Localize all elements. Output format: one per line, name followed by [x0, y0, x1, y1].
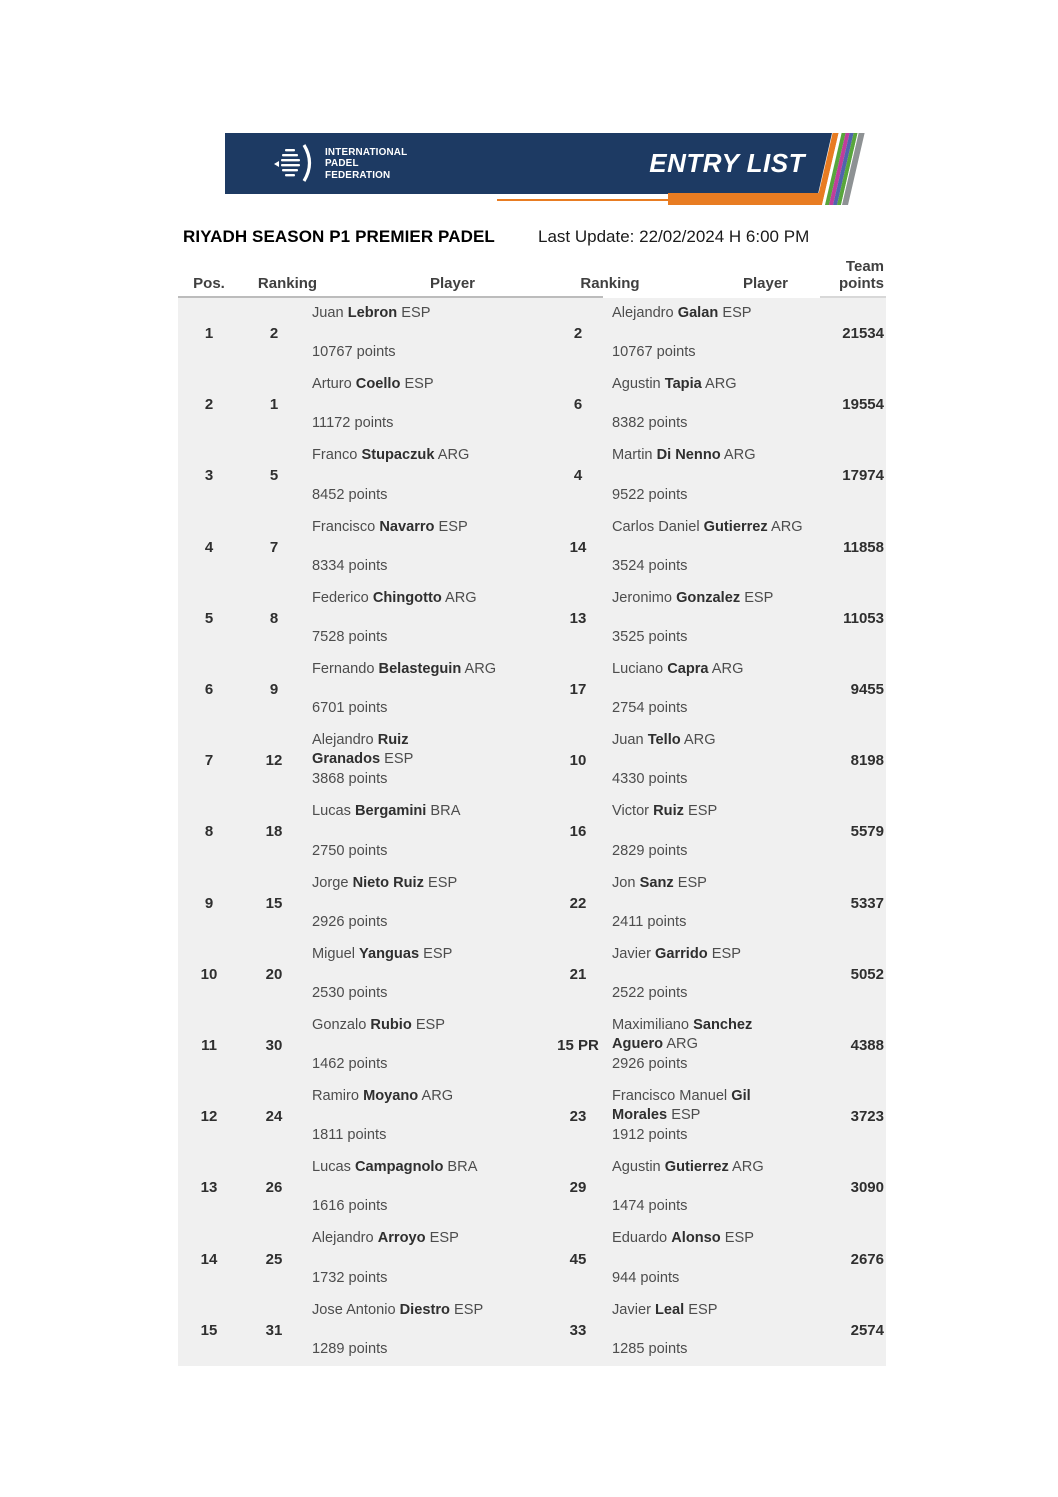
player-cell-2 — [608, 868, 820, 939]
player-points-1: 3868 points — [312, 771, 388, 788]
player-name-1: Gonzalo Rubio ESP — [312, 1016, 446, 1033]
ranking-cell-2: 17 — [569, 681, 587, 699]
ranking-cell-2: 15 PR — [557, 1036, 599, 1054]
table-header — [178, 248, 886, 296]
player-name-1: Alejandro Arroyo ESP — [312, 1230, 459, 1247]
ranking-cell-2: 16 — [569, 823, 587, 841]
player-points-1: 10767 points — [312, 344, 396, 361]
player-name-2: Victor Ruiz ESP — [612, 803, 718, 820]
player-points-1: 1732 points — [312, 1269, 388, 1286]
player-cell-2 — [608, 796, 820, 867]
ranking-cell-1: 24 — [265, 1108, 283, 1126]
player-points-2: 2522 points — [612, 984, 688, 1001]
player-points-2: 2926 points — [612, 1056, 688, 1073]
ipf-logo-line2: PADEL — [325, 157, 359, 170]
ranking-cell-2: 45 — [569, 1250, 587, 1268]
player-points-1: 8452 points — [312, 486, 388, 503]
player-points-2: 2411 points — [612, 913, 687, 930]
table-row — [178, 1010, 886, 1081]
ranking-cell-1: 25 — [265, 1250, 283, 1268]
ipf-logo-text — [325, 147, 407, 182]
player-name-1: Jorge Nieto Ruiz ESP — [312, 874, 458, 891]
last-update-text: Last Update: 22/02/2024 H 6:00 PM — [538, 227, 810, 246]
player-name-2: Agustin Gutierrez ARG — [612, 1159, 764, 1176]
col-header-player-1: Player — [429, 275, 476, 292]
player-name-2: Martin Di Nenno ARG — [612, 447, 756, 464]
table-row — [178, 939, 886, 1010]
team-points-cell: 5579 — [850, 823, 884, 841]
player-cell-1 — [308, 725, 548, 796]
team-points-cell: 9455 — [850, 681, 884, 699]
ipf-ball-icon — [272, 144, 318, 184]
team-points-cell: 17974 — [842, 467, 884, 485]
team-points-cell: 2676 — [850, 1250, 884, 1268]
ranking-cell-2: 29 — [569, 1179, 587, 1197]
table-row — [178, 1081, 886, 1152]
table-row — [178, 796, 886, 867]
entry-list-label: ENTRY LIST — [649, 148, 805, 178]
position-cell: 6 — [204, 681, 214, 699]
player-points-2: 1285 points — [612, 1340, 688, 1357]
player-points-1: 1616 points — [312, 1198, 388, 1215]
player-name-2: Carlos Daniel Gutierrez ARG — [612, 518, 803, 535]
position-cell: 3 — [204, 467, 214, 485]
position-cell: 13 — [200, 1179, 218, 1197]
player-cell-1 — [308, 1295, 548, 1366]
team-points-cell: 8198 — [850, 752, 884, 770]
player-name-1: Fernando Belasteguin ARG — [312, 660, 497, 677]
team-points-cell: 5052 — [850, 965, 884, 983]
team-points-cell: 5337 — [850, 894, 884, 912]
position-cell: 8 — [204, 823, 214, 841]
player-name-1: Federico Chingotto ARG — [312, 589, 477, 606]
position-cell: 5 — [204, 609, 214, 627]
position-cell: 9 — [204, 894, 214, 912]
ranking-cell-1: 9 — [269, 681, 279, 699]
ranking-cell-1: 20 — [265, 965, 283, 983]
team-points-cell: 19554 — [842, 396, 884, 414]
ranking-cell-2: 14 — [569, 538, 587, 556]
team-points-cell: 3090 — [850, 1179, 884, 1197]
table-row — [178, 298, 886, 369]
ranking-cell-1: 8 — [269, 609, 279, 627]
player-cell-1 — [308, 1081, 548, 1152]
player-name-2: Javier Leal ESP — [612, 1301, 718, 1318]
player-points-2: 2829 points — [612, 842, 688, 859]
player-cell-2 — [608, 1295, 820, 1366]
player-cell-2 — [608, 654, 820, 725]
player-points-2: 1912 points — [612, 1127, 688, 1144]
col-header-ranking-2: Ranking — [580, 275, 640, 292]
player-name-1: Miguel Yanguas ESP — [312, 945, 453, 962]
ranking-cell-2: 4 — [573, 467, 583, 485]
table-row — [178, 725, 886, 796]
col-header-team-line1: Team — [845, 258, 884, 275]
position-cell: 14 — [200, 1250, 218, 1268]
player-points-2: 3525 points — [612, 628, 688, 645]
col-header-team-points — [794, 258, 884, 292]
table-row — [178, 512, 886, 583]
ranking-cell-2: 33 — [569, 1321, 587, 1339]
player-name-1: Lucas Bergamini BRA — [312, 803, 461, 820]
table-row — [178, 654, 886, 725]
ipf-logo-line1: INTERNATIONAL — [325, 145, 408, 158]
player-cell-1 — [308, 939, 548, 1010]
player-cell-1 — [308, 440, 548, 511]
table-row — [178, 1295, 886, 1366]
player-points-2: 10767 points — [612, 344, 696, 361]
player-cell-1 — [308, 298, 548, 369]
orange-underline — [497, 199, 668, 201]
player-name-2: Juan Tello ARG — [612, 732, 716, 749]
player-points-1: 2530 points — [312, 984, 388, 1001]
player-name-2: Javier Garrido ESP — [612, 945, 741, 962]
player-name-1: Alejandro Ruiz Granados ESP — [312, 732, 414, 768]
player-name-2: Jeronimo Gonzalez ESP — [612, 589, 774, 606]
player-points-1: 6701 points — [312, 700, 388, 717]
player-points-2: 1474 points — [612, 1198, 688, 1215]
player-name-1: Juan Lebron ESP — [312, 305, 431, 321]
player-cell-2 — [608, 298, 820, 369]
ranking-cell-1: 15 — [265, 894, 283, 912]
ranking-cell-2: 10 — [569, 752, 587, 770]
team-points-cell: 2574 — [850, 1321, 884, 1339]
player-cell-2 — [608, 939, 820, 1010]
player-points-1: 11172 points — [312, 415, 394, 432]
player-points-1: 7528 points — [312, 628, 388, 645]
team-points-cell: 21534 — [842, 325, 884, 343]
player-cell-1 — [308, 512, 548, 583]
player-name-2: Alejandro Galan ESP — [612, 305, 752, 321]
player-points-1: 8334 points — [312, 557, 388, 574]
player-name-1: Franco Stupaczuk ARG — [312, 447, 470, 464]
player-cell-2 — [608, 1223, 820, 1294]
player-cell-1 — [308, 583, 548, 654]
position-cell: 12 — [200, 1108, 218, 1126]
player-cell-1 — [308, 796, 548, 867]
player-cell-2 — [608, 583, 820, 654]
player-name-2: Jon Sanz ESP — [612, 874, 707, 891]
player-cell-2 — [608, 1010, 820, 1081]
team-points-cell: 11053 — [843, 609, 884, 627]
ranking-cell-2: 2 — [573, 325, 583, 343]
player-name-2: Eduardo Alonso ESP — [612, 1230, 754, 1247]
col-header-ranking-1: Ranking — [257, 275, 318, 292]
player-name-1: Ramiro Moyano ARG — [312, 1088, 454, 1105]
ranking-cell-2: 13 — [569, 609, 587, 627]
col-header-player-2: Player — [742, 275, 789, 292]
position-cell: 4 — [204, 538, 214, 556]
player-points-2: 944 points — [612, 1269, 680, 1286]
player-points-2: 3524 points — [612, 557, 688, 574]
player-cell-2 — [608, 369, 820, 440]
position-cell: 7 — [204, 752, 214, 770]
player-points-2: 9522 points — [612, 486, 688, 503]
ranking-cell-1: 7 — [269, 538, 279, 556]
ranking-cell-1: 31 — [265, 1321, 283, 1339]
ranking-cell-1: 1 — [269, 396, 279, 414]
player-cell-2 — [608, 440, 820, 511]
team-points-cell: 3723 — [850, 1108, 884, 1126]
player-cell-1 — [308, 654, 548, 725]
ipf-banner — [222, 125, 882, 207]
player-points-2: 2754 points — [612, 700, 688, 717]
player-points-1: 1462 points — [312, 1056, 388, 1073]
position-cell: 15 — [200, 1321, 218, 1339]
ranking-cell-2: 23 — [569, 1108, 587, 1126]
position-cell: 10 — [200, 965, 218, 983]
player-cell-2 — [608, 512, 820, 583]
ranking-cell-1: 30 — [265, 1036, 283, 1054]
ranking-cell-1: 12 — [265, 752, 283, 770]
col-header-team-line2: points — [839, 275, 884, 292]
player-name-1: Jose Antonio Diestro ESP — [312, 1301, 484, 1318]
col-header-pos: Pos. — [193, 275, 225, 292]
ranking-cell-1: 26 — [265, 1179, 283, 1197]
player-points-2: 8382 points — [612, 415, 688, 432]
ranking-cell-2: 22 — [569, 894, 587, 912]
player-cell-1 — [308, 868, 548, 939]
ranking-cell-1: 2 — [269, 325, 279, 343]
player-cell-1 — [308, 1152, 548, 1223]
table-row — [178, 1152, 886, 1223]
ranking-cell-2: 6 — [573, 396, 583, 414]
ipf-logo — [272, 144, 413, 184]
table-row — [178, 868, 886, 939]
player-points-1: 1811 points — [312, 1127, 387, 1144]
player-cell-1 — [308, 369, 548, 440]
player-name-1: Francisco Navarro ESP — [312, 518, 468, 535]
team-points-cell: 4388 — [850, 1036, 884, 1054]
player-points-1: 2926 points — [312, 913, 388, 930]
player-cell-2 — [608, 1081, 820, 1152]
team-points-cell: 11858 — [843, 538, 884, 556]
table-row — [178, 440, 886, 511]
player-name-2: Agustin Tapia ARG — [612, 376, 737, 393]
player-name-1: Arturo Coello ESP — [312, 376, 434, 393]
table-row — [178, 1223, 886, 1294]
table-body — [178, 298, 886, 1366]
table-row — [178, 583, 886, 654]
player-points-2: 4330 points — [612, 771, 688, 788]
player-cell-1 — [308, 1010, 548, 1081]
ipf-logo-line3: FEDERATION — [325, 168, 391, 181]
player-cell-2 — [608, 1152, 820, 1223]
player-name-1: Lucas Campagnolo BRA — [312, 1159, 478, 1176]
orange-bar — [668, 193, 820, 205]
position-cell: 2 — [204, 396, 214, 414]
player-cell-1 — [308, 1223, 548, 1294]
page-title: RIYADH SEASON P1 PREMIER PADEL — [183, 227, 495, 246]
ranking-cell-1: 18 — [265, 823, 283, 841]
player-cell-2 — [608, 725, 820, 796]
player-points-1: 2750 points — [312, 842, 388, 859]
ranking-cell-2: 21 — [569, 965, 587, 983]
player-name-2: Francisco Manuel Gil Morales ESP — [612, 1088, 751, 1124]
ranking-cell-1: 5 — [269, 467, 279, 485]
position-cell: 1 — [204, 325, 214, 343]
table-row — [178, 369, 886, 440]
player-name-2: Maximiliano Sanchez Aguero ARG — [612, 1016, 753, 1052]
player-points-1: 1289 points — [312, 1340, 388, 1357]
player-name-2: Luciano Capra ARG — [612, 660, 744, 677]
position-cell: 11 — [201, 1036, 217, 1054]
